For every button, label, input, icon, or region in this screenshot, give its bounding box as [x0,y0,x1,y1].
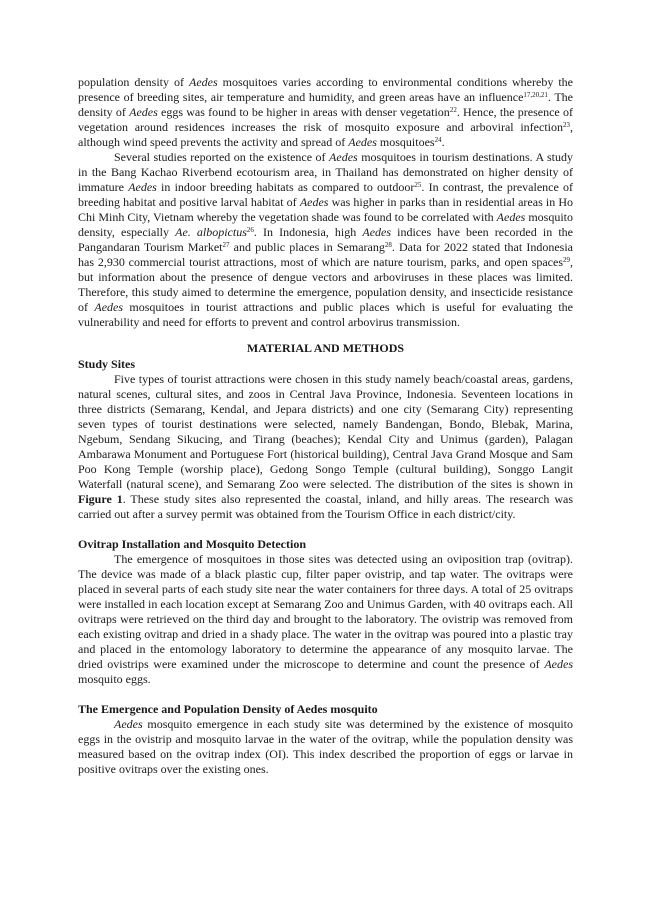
citation-superscript: 23 [563,121,570,129]
citation-superscript: 22 [449,106,457,114]
italic-species-name: Aedes [128,180,157,194]
text-run: mosquitoes varies according to environmental conditions whereby the presence of breeding sites, air temperature and humidity, and green areas have an influence [78,75,573,104]
italic-species-name: Aedes [496,210,526,224]
citation-superscript: 29 [563,256,570,264]
citation-superscript: 27 [222,241,230,249]
paragraph-tourism-studies [78,150,573,330]
text-run: , but information about the presence of dengue vectors and arboviruses in these places was limited. Therefore, this study aimed to determine the emergence, population density, and insecticide resistance of [78,255,573,314]
text-run: Several studies reported on the existence of [114,150,330,164]
document-page [78,75,573,777]
citation-superscript: 24 [434,136,442,144]
text-run: population density of [78,75,190,89]
section-heading-methods: MATERIAL AND METHODS [246,341,405,355]
italic-species-name: Aedes [299,195,329,209]
italic-species-name: Aedes [129,105,158,119]
text-run: in indoor breeding habitats as compared to outdoor [156,180,415,194]
paragraph-emergence-density [78,717,573,777]
italic-species-name: Aedes [348,135,377,149]
text-run: eggs was found to be higher in areas with denser vegetation [157,105,450,119]
italic-species-name: Aedes [189,75,218,89]
text-run: . [441,135,445,149]
citation-superscript: 26 [246,226,254,234]
text-run: and public places in Semarang [229,240,385,254]
italic-species-name: Aedes [114,717,143,731]
text-run: The emergence of mosquitoes in those sites was detected using an oviposition trap (ovitrap). The device was made of a black plastic cup, filter paper ovistrip, and tap water. The ovitraps were placed in several parts of each study site near the water containers for three days. A total of 25 ovitraps were installed in each location except at Semarang Zoo and Unimus Garden, with 40 ovitraps each. All ovitraps were retrieved on the third day and brought to the laboratory. The ovistrip was removed from each existing ovitrap and dried in a shady place. The water in the ovitrap was poured into a plastic tray and placed in the entomology laboratory to determine the appearance of any mosquito larvae. The dried ovistrips were examined under the microscope to determine and count the presence of [78,552,573,671]
text-run: mosquito density, especially [78,210,574,239]
paragraph-ovitrap [78,552,573,687]
text-run: . In Indonesia, high [253,225,363,239]
text-run: mosquitoes [376,135,435,149]
bold-figure-reference: Figure 1 [78,492,123,506]
text-run: . Data for 2022 stated that Indonesia has 2,930 commercial tourist attractions, most of which are nature tourism, parks, and open spaces [78,240,574,269]
text-run: mosquito eggs. [78,672,151,686]
italic-species-name: Aedes [329,150,358,164]
spacer [78,687,573,702]
text-run: Five types of tourist attractions were chosen in this study namely beach/coastal areas, gardens, natural scenes, cultural sites, and zoos in Central Java Province, Indonesia. Seventeen locations in three districts (Semarang, Kendal, and Jepara districts) and one city (Semarang City) representing seven types of tourist destinations were selected, namely Bandengan, Bondo, Blebak, Marina, Ngebum, Sendang Sikucing, and Tirang (beaches); Kendal City and Unimus (garden), Palagan Ambarawa Monument and Portuguese Fort (historical building), Central Java Grand Mosque and Sam Poo Kong Temple (worship place), Gedong Songo Temple (cultural building), Songgo Langit Waterfall (natural scene), and Semarang Zoo were selected. The distribution of the sites is shown in [78,372,573,491]
citation-superscript: 17,20,21 [523,91,548,99]
text-run: . These study sites also represented the coastal, inland, and hilly areas. The research was carried out after a survey permit was obtained from the Tourism Office in each district/city. [78,492,573,521]
subheading-study-sites: Study Sites [78,357,136,371]
text-run: mosquito emergence in each study site was determined by the existence of mosquito eggs in the ovistrip and mosquito larvae in the water of the ovitrap, while the population density was measured based on the ovitrap index (OI). This index described the proportion of eggs or larvae in positive ovitraps over the existing ones. [78,717,573,776]
text-run: , although wind speed prevents the activity and spread of [78,120,573,149]
italic-species-name: Aedes [94,300,124,314]
text-run: . The density of [78,90,573,119]
italic-species-name: Aedes [544,657,573,671]
text-run: mosquitoes in tourist attractions and public places which is useful for evaluating the vulnerability and need for efforts to prevent and control arbovirus transmission. [78,300,574,329]
text-run: . Hence, the presence of vegetation around residences increases the risk of mosquito exposure and arboviral infection [78,105,573,134]
paragraph-study-sites [78,372,573,522]
paragraph-intro-density [78,75,573,150]
subheading-emergence-density: The Emergence and Population Density of Aedes mosquito [78,702,378,716]
text-run: was higher in parks than in residential areas in Ho Chi Minh City, Vietnam whereby the vegetation shade was found to be correlated with [78,195,573,224]
text-run: indices have been recorded in the Pangandaran Tourism Market [78,225,573,254]
text-run: mosquitoes in tourism destinations. A study in the Bang Kachao Riverbend ecotourism area, in Thailand has demonstrated on higher density of immature [78,150,574,194]
citation-superscript: 28 [384,241,392,249]
italic-species-name: Aedes [362,225,392,239]
citation-superscript: 25 [414,181,422,189]
subheading-ovitrap: Ovitrap Installation and Mosquito Detection [78,537,307,551]
spacer [78,522,573,537]
text-run: . In contrast, the prevalence of breeding habitat and positive larval habitat of [78,180,573,209]
italic-species-name: Ae. albopictus [175,225,247,239]
